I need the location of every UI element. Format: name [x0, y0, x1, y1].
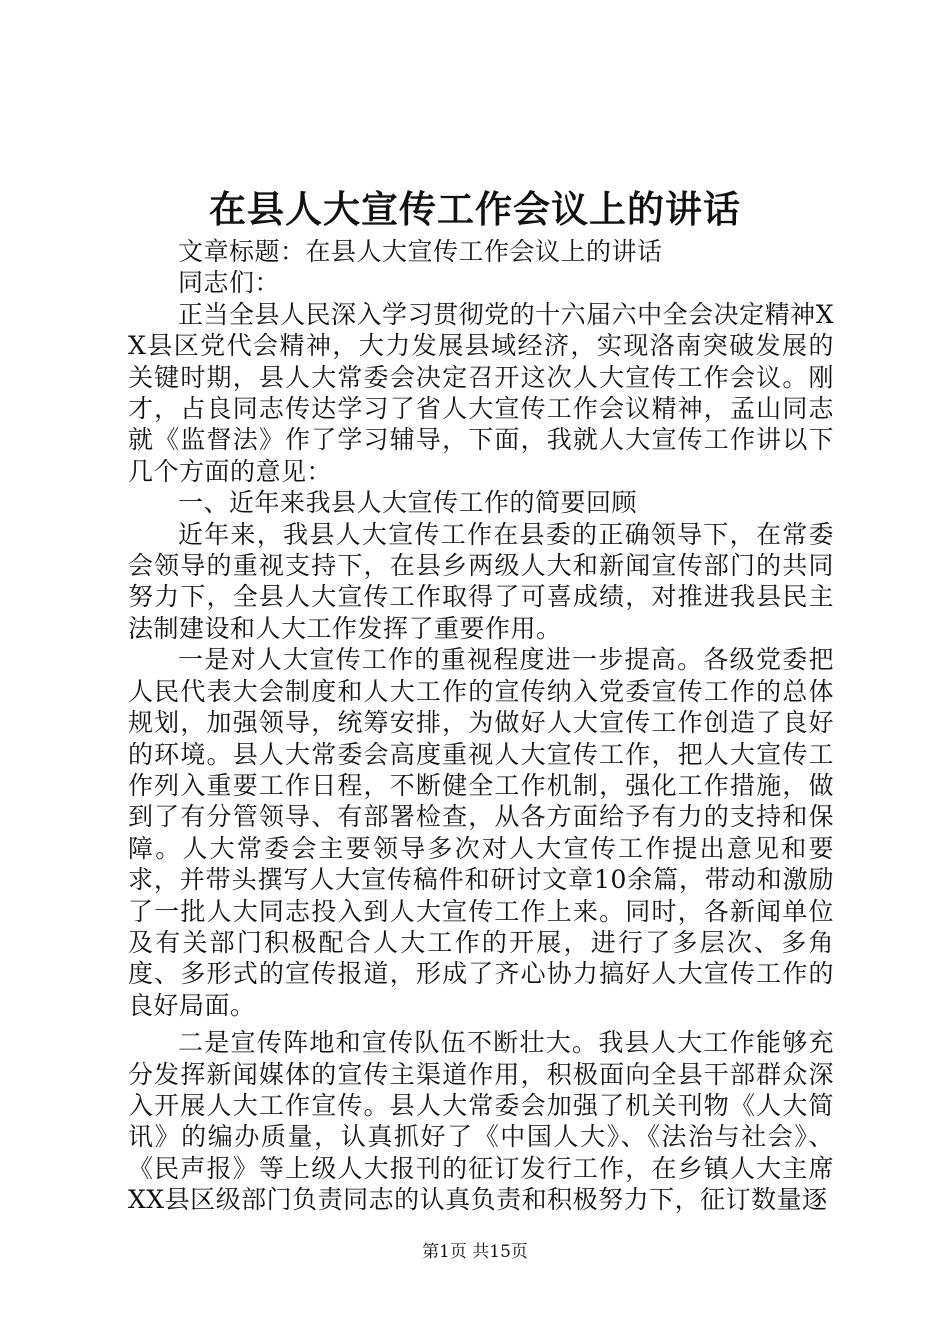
- section-heading: 一、近年来我县人大宣传工作的简要回顾: [178, 488, 638, 518]
- document-body: [128, 236, 834, 1216]
- paragraph-intro: 正当全县人民深入学习贯彻党的十六届六中全会决定精神XX县区党代会精神，大力发展县域经济，实现洛南突破发展的关键时期，县人大常委会决定召开这次人大宣传工作会议。刚才，占良同志传达学习了省人大宣传工作会议精神，孟山同志就《监督法》作了学习辅导，下面，我就人大宣传工作讲以下几个方面的意见：: [128, 299, 834, 486]
- paragraph: 二是宣传阵地和宣传队伍不断壮大。我县人大工作能够充分发挥新闻媒体的宣传主渠道作用，积极面向全县干部群众深入开展人大工作宣传。县人大常委会加强了机关刊物《人大简讯》的编办质量，认真抓好了《中国人大》、《法治与社会》、《民声报》等上级人大报刊的征订发行工作，在乡镇人大主席XX县区级部门负责同志的认真负责和积极努力下，征订数量逐: [128, 1028, 834, 1215]
- document-title: 在县人大宣传工作会议上的讲话: [209, 187, 741, 231]
- article-title-line: 文章标题：在县人大宣传工作会议上的讲话: [178, 237, 663, 266]
- paragraph: 一是对人大宣传工作的重视程度进一步提高。各级党委把人民代表大会制度和人大工作的宣传纳入党委宣传工作的总体规划，加强领导，统筹安排，为做好人大宣传工作创造了良好的环境。县人大常委会高度重视人大宣传工作，把人大宣传工作列入重要工作日程，不断健全工作机制，强化工作措施，做到了有分管领导、有部署检查，从各方面给予有力的支持和保障。人大常委会主要领导多次对人大宣传工作提出意见和要求，并带头撰写人大宣传稿件和研讨文章10余篇，带动和激励了一批人大同志投入到人大宣传工作上来。同时，各新闻单位及有关部门积极配合人大工作的开展，进行了多层次、多角度、多形式的宣传报道，形成了齐心协力搞好人大宣传工作的良好局面。: [128, 645, 834, 1020]
- salutation: 同志们：: [178, 268, 281, 298]
- paragraph: 近年来，我县人大宣传工作在县委的正确领导下，在常委会领导的重视支持下，在县乡两级人大和新闻宣传部门的共同努力下，全县人大宣传工作取得了可喜成绩，对推进我县民主法制建设和人大工作发挥了重要作用。: [128, 519, 834, 643]
- page-footer: 第1页 共15页: [422, 1242, 528, 1262]
